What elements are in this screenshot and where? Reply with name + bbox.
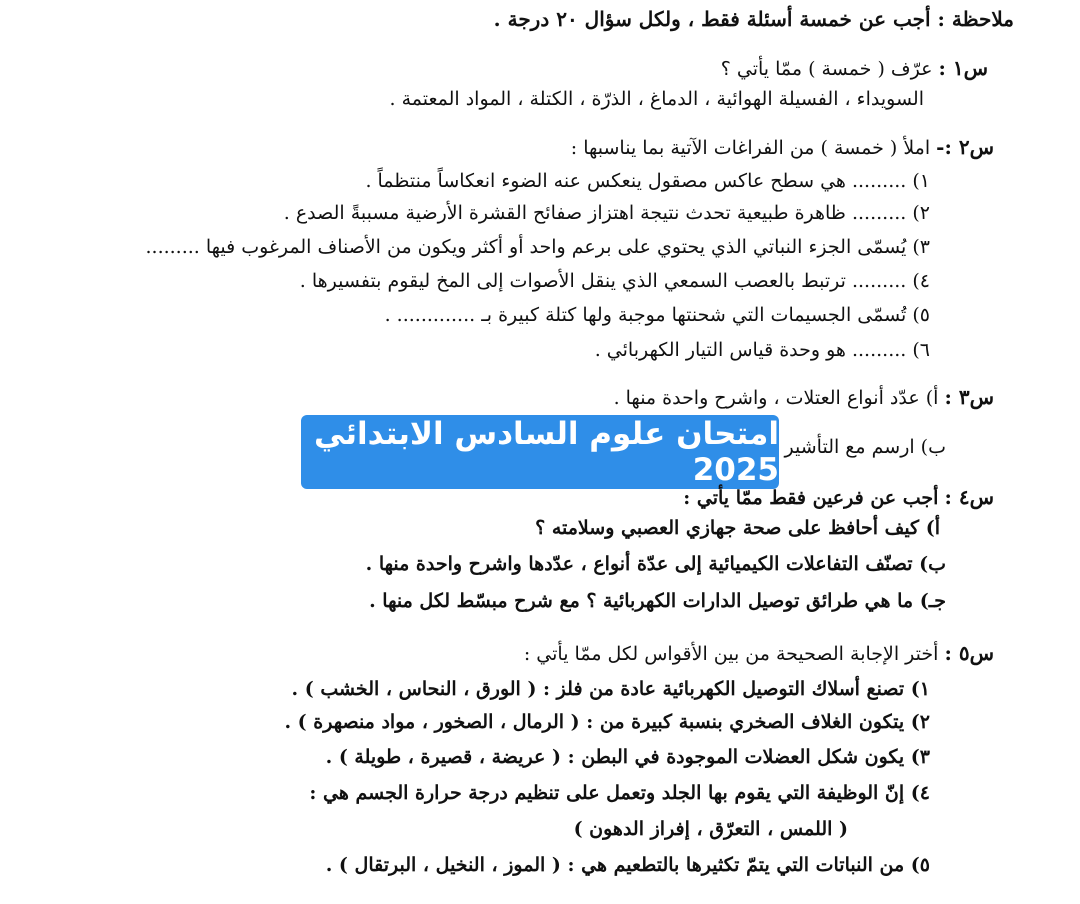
q5-prompt: أختر الإجابة الصحيحة من بين الأقواس لكل ممّا يأتي : <box>523 643 939 665</box>
q2-item-3: ٣) يُسمّى الجزء النباتي الذي يحتوي على برعم واحد أو أكثر ويكون من الأصناف المرغوب فيها ......... <box>145 236 930 258</box>
q2-header <box>571 134 994 161</box>
q2-prompt: املأ ( خمسة ) من الفراغات الآتية بما يناسبها : <box>570 137 931 159</box>
q5-item-4: ٤) إنّ الوظيفة التي يقوم بها الجلد وتعمل على تنظيم درجة حرارة الجسم هي : <box>309 782 930 804</box>
q5-item-3: ٣) يكون شكل العضلات الموجودة في البطن : ( عريضة ، قصيرة ، طويلة ) . <box>325 746 930 768</box>
q1-terms: السويداء ، الفسيلة الهوائية ، الدماغ ، الذرّة ، الكتلة ، المواد المعتمة . <box>389 88 924 110</box>
q5-label: س٥ : <box>944 641 994 665</box>
q1-label: س١ : <box>938 56 988 80</box>
q4-item-b: ب) تصنّف التفاعلات الكيميائية إلى عدّة أنواع ، عدّدها واشرح واحدة منها . <box>365 553 946 575</box>
q4-item-c: جـ) ما هي طرائق توصيل الدارات الكهربائية ؟ مع شرح مبسّط لكل منها . <box>369 590 946 612</box>
q3-part-b: ب) ارسم مع التأشير <box>784 436 946 458</box>
q3-part-a: أ) عدّد أنواع العتلات ، واشرح واحدة منها . <box>613 387 939 409</box>
q2-label: س٢ :- <box>936 135 994 159</box>
q3-label: س٣ : <box>944 385 994 409</box>
q1-header <box>721 55 988 82</box>
q5-item-2: ٢) يتكون الغلاف الصخري بنسبة كبيرة من : ( الرمال ، الصخور ، مواد منصهرة ) . <box>284 711 930 733</box>
exam-title-banner <box>301 415 779 489</box>
q1-prompt: عرّف ( خمسة ) ممّا يأتي ؟ <box>720 58 933 80</box>
q2-item-4: ٤) ......... ترتبط بالعصب السمعي الذي ينقل الأصوات إلى المخ ليقوم بتفسيرها . <box>299 270 930 292</box>
q5-item-4-options: ( اللمس ، التعرّق ، إفراز الدهون ) <box>573 818 848 840</box>
q4-item-a: أ) كيف أحافظ على صحة جهازي العصبي وسلامته ؟ <box>535 517 940 539</box>
q2-item-5: ٥) تُسمّى الجسيمات التي شحنتها موجبة ولها كتلة كبيرة بـ ............. . <box>384 304 930 326</box>
q2-item-6: ٦) ......... هو وحدة قياس التيار الكهربائي . <box>594 339 930 361</box>
q5-item-5: ٥) من النباتات التي يتمّ تكثيرها بالتطعيم هي : ( الموز ، النخيل ، البرتقال ) . <box>325 854 930 876</box>
q4-header <box>683 484 994 511</box>
q5-header <box>524 640 994 667</box>
q4-prompt: أجب عن فرعين فقط ممّا يأتي : <box>683 487 939 509</box>
q2-item-2: ٢) ......... ظاهرة طبيعية تحدث نتيجة اهتزاز صفائح القشرة الأرضية مسببةً الصدع . <box>283 202 930 224</box>
exam-title-text: امتحان علوم السادس الابتدائي 2025 <box>314 416 779 488</box>
q2-item-1: ١) ......... هي سطح عاكس مصقول ينعكس عنه الضوء انعكاساً منتظماً . <box>365 170 930 192</box>
q5-item-1: ١) تصنع أسلاك التوصيل الكهربائية عادة من فلز : ( الورق ، النحاس ، الخشب ) . <box>291 678 930 700</box>
q3-header <box>614 384 994 411</box>
q4-label: س٤ : <box>944 485 994 509</box>
exam-note: ملاحظة : أجب عن خمسة أسئلة فقط ، ولكل سؤال ٢٠ درجة . <box>493 7 1014 31</box>
